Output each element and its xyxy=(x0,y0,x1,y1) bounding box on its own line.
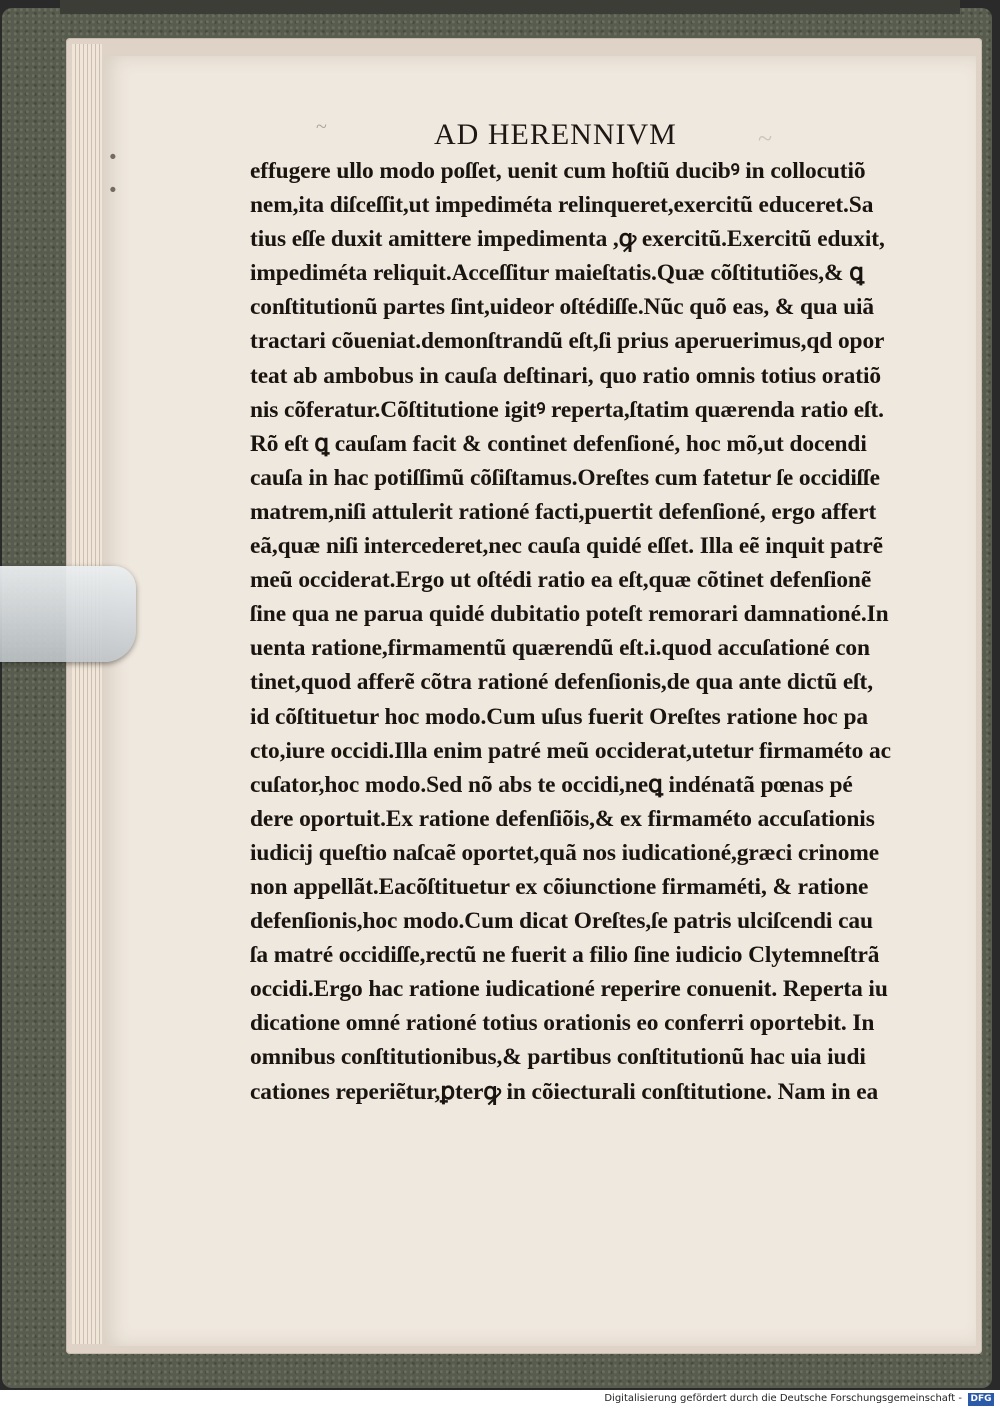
text-line: Rõ eſt ꝗ cauſam facit & continet defenſioné, hoc mõ,ut docendi xyxy=(250,430,867,457)
text-line: nis cõferatur.Cõſtitutione igitꝰ reperta,ſtatim quærenda ratio eſt. xyxy=(250,396,884,423)
ghost-mark-right: ~ xyxy=(758,124,775,153)
ghost-mark-left: ~ xyxy=(316,116,327,138)
text-line: ſa matré occidiſſe,rectũ ne fuerit a filio ſine iudicio Clytemneſtrã xyxy=(250,942,880,969)
text-line: dere oportuit.Ex ratione defenſiõis,& ex firmaméto accuſationis xyxy=(250,805,875,832)
text-line: omnibus conſtitutionibus,& partibus conſtitutionũ hac uia iudi xyxy=(250,1044,866,1071)
running-head: AD HERENNIVM xyxy=(434,118,677,151)
dfg-logo: DFG xyxy=(968,1393,994,1406)
text-line: meũ occiderat.Ergo ut oſtédi ratio ea eſt,quæ cõtinet defenſionẽ xyxy=(250,567,872,594)
text-line: conſtitutionũ partes ſint,uideor oſtédiſſe.Nũc quõ eas, & qua uiã xyxy=(250,294,875,321)
text-line: nem,ita diſceſſit,ut impediméta relinqueret,exercitũ educeret.Sa xyxy=(250,192,874,219)
text-line: ſine qua ne parua quidé dubitatio poteſt remorari damnationé.In xyxy=(250,601,889,628)
text-line: occidi.Ergo hac ratione iudicationé reperire conuenit. Reperta iu xyxy=(250,976,888,1003)
text-line: non appellãt.Eacõſtituetur ex cõiunctione firmaméti, & ratione xyxy=(250,873,869,900)
text-line: tractari cõueniat.demonſtrandũ eſt,ſi prius aperuerimus,qd opor xyxy=(250,328,885,355)
text-line: effugere ullo modo poſſet, uenit cum hoſtiũ ducibꝰ in collocutiõ xyxy=(250,158,866,184)
bookmark-strip xyxy=(0,566,136,662)
cover-top-edge xyxy=(60,0,960,14)
text-line: iudicij queſtio naſcaẽ oportet,quã nos iudicationé,græci crinome xyxy=(250,839,880,866)
page-text xyxy=(250,154,918,1109)
text-line: cto,iure occidi.Illa enim patré meũ occiderat,utetur firmaméto ac xyxy=(250,737,891,764)
bleed-through-mark: · · xyxy=(108,140,118,206)
funding-credit: Digitalisierung gefördert durch die Deutsche Forschungsgemeinschaft - xyxy=(604,1393,962,1404)
text-line: cuſator,hoc modo.Sed nõ abs te occidi,neꝗ indénatã pœnas pé xyxy=(250,771,853,798)
footer-bar xyxy=(0,1390,1000,1410)
text-line: tius eſſe duxit amittere impedimenta ,ꝙ exercitũ.Exercitũ eduxit, xyxy=(250,226,885,253)
text-line: cauſa in hac potiſſimũ cõſiſtamus.Oreſtes cum fatetur ſe occidiſſe xyxy=(250,464,880,491)
text-line: uenta ratione,firmamentũ quærendũ eſt.i.quod accuſationé con xyxy=(250,635,870,662)
text-line: eã,quæ niſi intercederet,nec cauſa quidé eſſet. Illa eẽ inquit patrẽ xyxy=(250,533,883,560)
text-line: defenſionis,hoc modo.Cum dicat Oreſtes,ſe patris ulciſcendi cau xyxy=(250,908,873,935)
text-line: dicatione omné rationé totius orationis eo conferri oportebit. In xyxy=(250,1010,875,1037)
text-line: id cõſtituetur hoc modo.Cum uſus fuerit Oreſtes ratione hoc pa xyxy=(250,703,868,730)
text-line: matrem,niſi attulerit rationé facti,puertit defenſioné, ergo affert xyxy=(250,498,877,525)
text-line: impediméta reliquit.Acceſſitur maieſtatis.Quæ cõſtitutiões,& ꝗ xyxy=(250,260,864,287)
text-line: cationes reperiẽtur,ꝑterꝙ in cõiecturali conſtitutione. Nam in ea xyxy=(250,1078,879,1105)
text-line: tinet,quod afferẽ cõtra rationé defenſionis,de qua ante dictũ eſt, xyxy=(250,669,873,696)
text-line: teat ab ambobus in cauſa deſtinari, quo ratio omnis totius oratiõ xyxy=(250,362,881,389)
